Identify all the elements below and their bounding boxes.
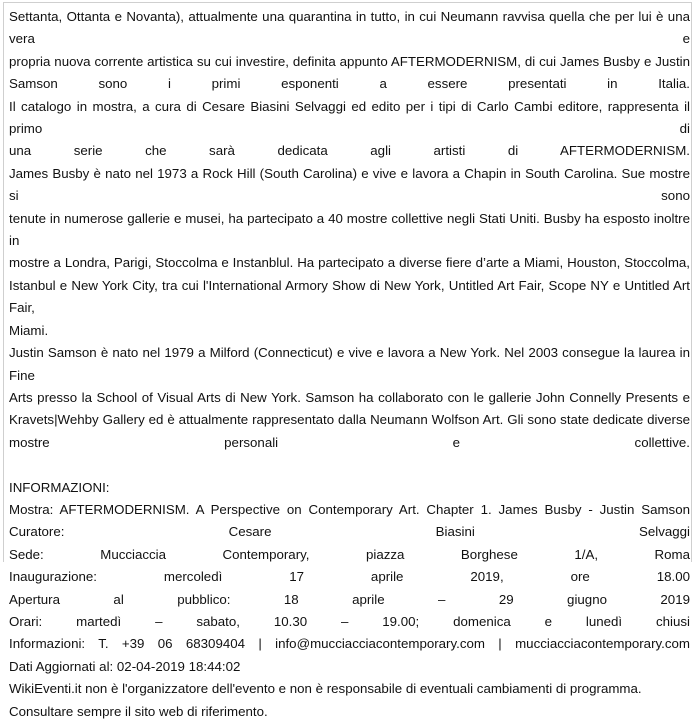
info-curatore: Curatore: Cesare Biasini Selvaggi: [9, 524, 690, 540]
updated-date: Dati Aggiornati al: 02-04-2019 18:44:02: [9, 658, 241, 674]
info-mostra: Mostra: AFTERMODERNISM. A Perspective on Contemporary Art. Chapter 1. James Busby - Justin Samson: [9, 501, 690, 517]
text-line: Istanbul e New York City, tra cui l'International Armory Show di New York, Untitled Art Fair, Scope NY e Untitled Art Fair,: [9, 277, 690, 316]
advice: Consultare sempre il sito web di riferimento.: [9, 703, 268, 719]
email-link[interactable]: info@mucciacciacontemporary.com: [275, 636, 485, 652]
text-line: Arts presso la School of Visual Arts di New York. Samson ha collaborato con le gallerie John Connelly Presents e: [9, 389, 690, 405]
text-line: Kravets|Wehby Gallery ed è attualmente rappresentato dalla Neumann Wolfson Art. Gli sono state dedicate diverse: [9, 412, 690, 428]
text-line: Settanta, Ottanta e Novanta), attualmente una quarantina in tutto, in cui Neumann ravvisa quella che per lui è una vera e: [9, 9, 690, 47]
text-line: Justin Samson è nato nel 1979 a Milford (Connecticut) e vive e lavora a New York. Nel 2003 consegue la laurea in Fine: [9, 345, 690, 383]
info-orari: Orari: martedì – sabato, 10.30 – 19.00; domenica e lunedì chiusi: [9, 613, 690, 629]
info-heading: INFORMAZIONI:: [9, 479, 110, 495]
website-link[interactable]: mucciacciacontemporary.com: [515, 636, 690, 652]
event-description: [9, 6, 690, 723]
text-line: Il catalogo in mostra, a cura di Cesare Biasini Selvaggi ed edito per i tipi di Carlo Cambi editore, rappresenta il primo di: [9, 98, 690, 137]
text-line: James Busby è nato nel 1973 a Rock Hill (South Carolina) e vive e lavora a Chapin in South Carolina. Sue mostre si sono: [9, 165, 690, 204]
info-inaugurazione: Inaugurazione: mercoledì 17 aprile 2019, ore 18.00: [9, 569, 690, 585]
info-contatti: [9, 633, 690, 655]
text-line: mostre a Londra, Parigi, Stoccolma e Instanblul. Ha partecipato a diverse fiere d’arte a Miami, Houston, Stoccolma,: [9, 255, 690, 271]
info-sede: Sede: Mucciaccia Contemporary, piazza Borghese 1/A, Roma: [9, 546, 690, 562]
text-line: mostre personali e collettive.: [9, 434, 690, 450]
text-line: propria nuova corrente artistica su cui investire, definita appunto AFTERMODERNISM, di cui James Busby e Justin: [9, 53, 690, 69]
disclaimer: WikiEventi.it non è l'organizzatore dell'evento e non è responsabile di eventuali cambiamenti di programma.: [9, 681, 642, 697]
spacer: [9, 454, 690, 476]
text-line: Samson sono i primi esponenti a essere presentati in Italia.: [9, 76, 690, 92]
info-apertura: Apertura al pubblico: 18 aprile – 29 giugno 2019: [9, 591, 690, 607]
separator: |: [498, 636, 502, 652]
info-phone: Informazioni: T. +39 06 68309404 |: [9, 636, 262, 652]
text-line: tenute in numerose gallerie e musei, ha partecipato a 40 mostre collettive negli Stati Uniti. Busby ha esposto inoltre in: [9, 210, 690, 249]
text-line: una serie che sarà dedicata agli artisti di AFTERMODERNISM.: [9, 143, 690, 159]
text-line: Miami.: [9, 322, 49, 338]
